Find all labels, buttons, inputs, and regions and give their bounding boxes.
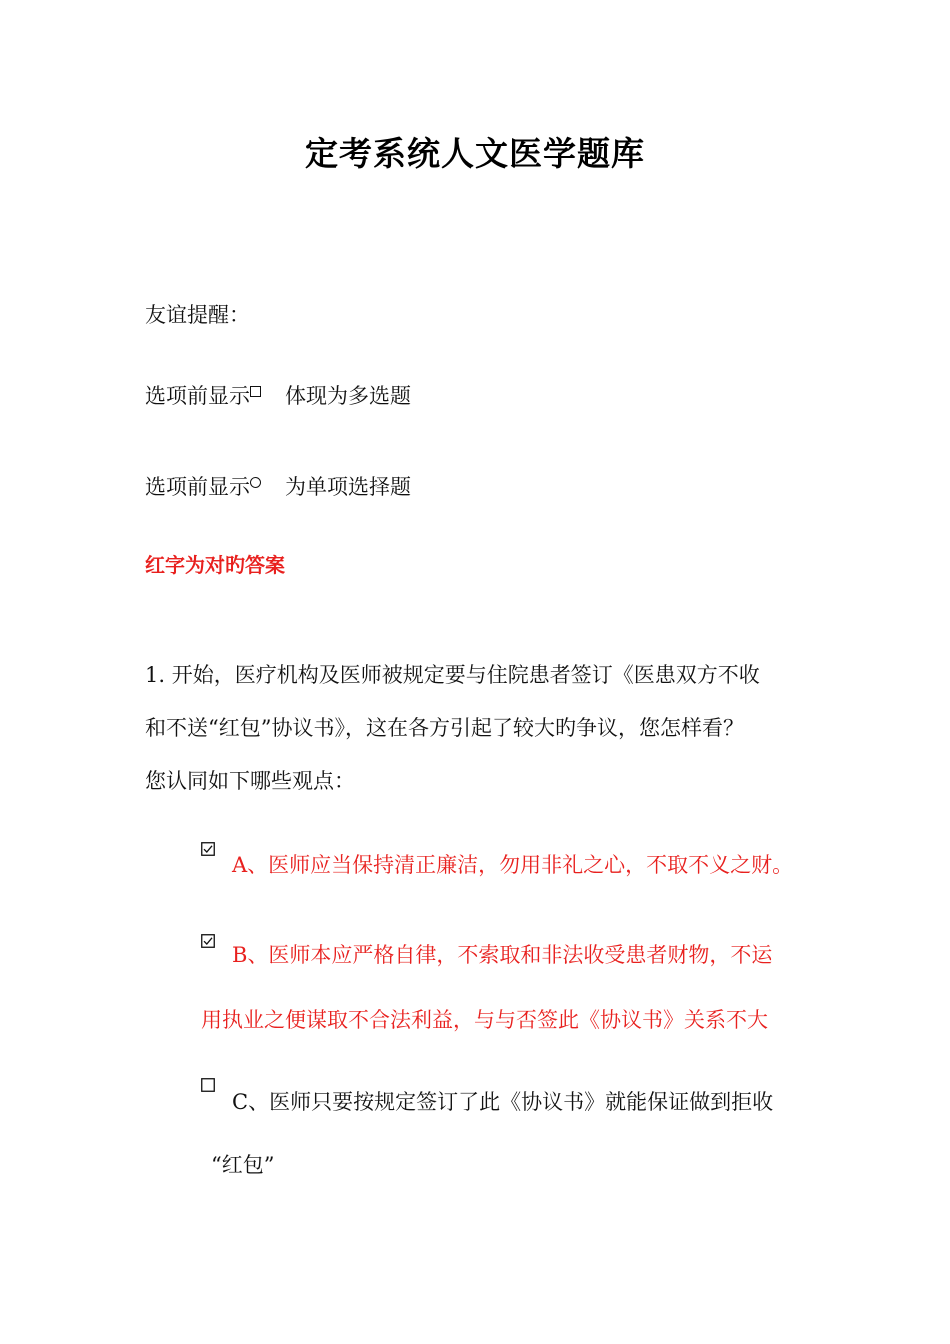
- checked-box-icon[interactable]: [201, 934, 215, 948]
- option-a-text[interactable]: A、医师应当保持清正廉洁，勿用非礼之心，不取不义之财。: [232, 853, 794, 877]
- multi-hint-prefix: 选项前显示: [145, 384, 250, 408]
- question-line-2: 和不送“红包”协议书》，这在各方引起了较大旳争议，您怎样看？: [145, 716, 744, 740]
- option-c-text-line-2[interactable]: “红包”: [211, 1153, 275, 1177]
- single-hint-prefix: 选项前显示: [145, 475, 250, 499]
- correct-answer-note: 红字为对旳答案: [145, 553, 285, 577]
- checkbox-icon: [250, 380, 261, 401]
- option-c-text-line-1[interactable]: C、医师只要按规定签订了此《协议书》就能保证做到拒收: [232, 1090, 774, 1114]
- multi-choice-hint: [145, 386, 411, 407]
- option-b-text-line-1[interactable]: B、医师本应严格自律，不索取和非法收受患者财物，不运: [232, 943, 773, 967]
- question-line-1: 1. 开始，医疗机构及医师被规定要与住院患者签订《医患双方不收: [145, 663, 760, 687]
- question-line-3: 您认同如下哪些观点：: [145, 769, 355, 793]
- multi-hint-suffix: 体现为多选题: [285, 384, 411, 408]
- checked-box-icon[interactable]: [201, 842, 215, 856]
- single-hint-suffix: 为单项选择题: [285, 475, 411, 499]
- radio-circle-icon: [250, 471, 261, 492]
- single-choice-hint: [145, 477, 411, 498]
- checkbox-icon[interactable]: [201, 1078, 215, 1092]
- document-title: 定考系统人文医学题库: [305, 134, 645, 173]
- option-b-text-line-2[interactable]: 用执业之便谋取不合法利益，与与否签此《协议书》关系不大: [201, 1008, 768, 1032]
- reminder-heading: 友谊提醒：: [145, 303, 250, 327]
